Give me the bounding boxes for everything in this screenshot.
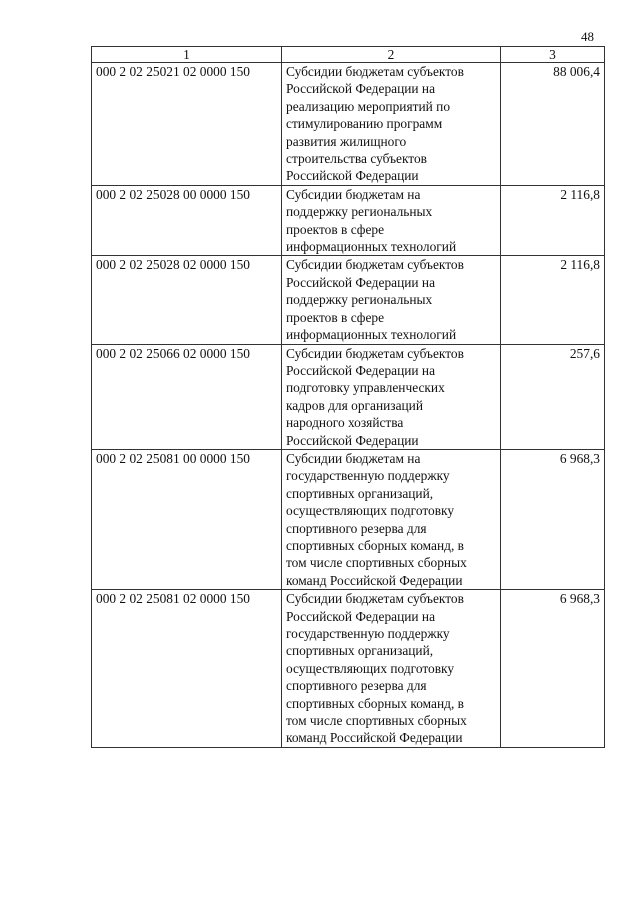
revenue-description-text: Субсидии бюджетам субъектов Российской Федерации на поддержку региональных проектов в сфере информационных технологий xyxy=(286,257,464,343)
column-header-3: 3 xyxy=(501,47,605,63)
revenue-description-text: Субсидии бюджетам субъектов Российской Федерации на реализацию мероприятий по стимулированию программ развития жилищного строительства субъектов Российской Федерации xyxy=(286,64,464,184)
budget-code: 000 2 02 25081 00 0000 150 xyxy=(92,449,282,589)
table-row xyxy=(92,590,605,748)
table-row xyxy=(92,63,605,186)
budget-code: 000 2 02 25081 02 0000 150 xyxy=(92,590,282,748)
revenue-description xyxy=(282,590,501,748)
revenue-amount: 2 116,8 xyxy=(501,185,605,256)
revenue-amount: 6 968,3 xyxy=(501,449,605,589)
revenue-description-text: Субсидии бюджетам на поддержку региональных проектов в сфере информационных технологий xyxy=(286,186,457,255)
revenue-description-text: Субсидии бюджетам субъектов Российской Федерации на государственную поддержку спортивных организаций, осуществляющих подготовку спортивного резерва для спортивных сборных команд, в том числе спортивных сборных команд Российской Федерации xyxy=(286,591,467,746)
revenue-description xyxy=(282,449,501,589)
budget-revenue-table xyxy=(91,46,605,748)
revenue-amount: 2 116,8 xyxy=(501,256,605,344)
column-header-1: 1 xyxy=(92,47,282,63)
table-row xyxy=(92,344,605,449)
column-header-2: 2 xyxy=(282,47,501,63)
revenue-amount: 6 968,3 xyxy=(501,590,605,748)
revenue-description xyxy=(282,185,501,256)
budget-code: 000 2 02 25028 02 0000 150 xyxy=(92,256,282,344)
revenue-description-text: Субсидии бюджетам на государственную поддержку спортивных организаций, осуществляющих подготовку спортивного резерва для спортивных сборных команд, в том числе спортивных сборных команд Российской Федерации xyxy=(286,450,467,588)
budget-code: 000 2 02 25028 00 0000 150 xyxy=(92,185,282,256)
budget-code: 000 2 02 25066 02 0000 150 xyxy=(92,344,282,449)
table-header-row xyxy=(92,47,605,63)
table-row xyxy=(92,185,605,256)
budget-code: 000 2 02 25021 02 0000 150 xyxy=(92,63,282,186)
revenue-description xyxy=(282,63,501,186)
page-number: 48 xyxy=(581,29,594,44)
table-row xyxy=(92,449,605,589)
revenue-description xyxy=(282,256,501,344)
revenue-description-text: Субсидии бюджетам субъектов Российской Федерации на подготовку управленческих кадров для организаций народного хозяйства Российской Федерации xyxy=(286,345,464,448)
table-row xyxy=(92,256,605,344)
revenue-amount: 257,6 xyxy=(501,344,605,449)
revenue-description xyxy=(282,344,501,449)
revenue-amount: 88 006,4 xyxy=(501,63,605,186)
